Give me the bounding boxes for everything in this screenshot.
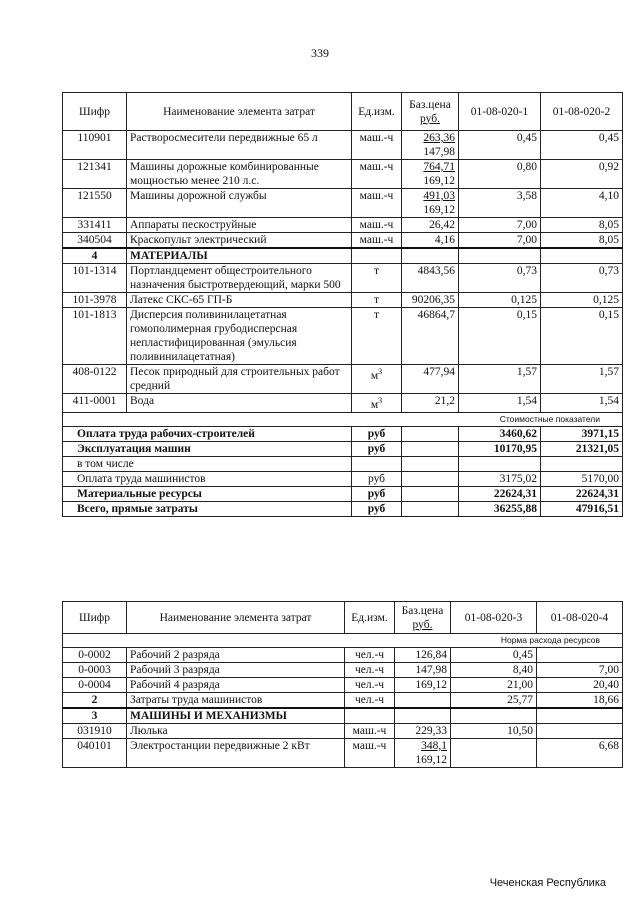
item-unit — [352, 189, 402, 218]
item-value-1: 1,57 — [459, 365, 541, 394]
unit-text: т — [373, 265, 380, 277]
summary-empty — [402, 441, 459, 456]
header-code: Шифр — [63, 93, 127, 131]
price-sub-value: 169,12 — [423, 204, 455, 216]
item-value-1: 0,125 — [459, 293, 541, 308]
summary-unit: руб — [352, 441, 402, 456]
item-value-2 — [537, 724, 623, 739]
item-code: 110901 — [63, 131, 127, 160]
item-code: 408-0122 — [63, 365, 127, 394]
summary-label: Всего, прямые затраты — [63, 501, 352, 516]
item-code: 031910 — [63, 724, 127, 739]
summary-row — [63, 501, 623, 516]
item-price — [402, 394, 459, 413]
item-price — [395, 724, 451, 739]
summary-label: Материальные ресурсы — [63, 486, 352, 501]
labor-value-1: 25,77 — [451, 693, 537, 709]
material-row — [63, 394, 623, 413]
unit-text: маш.-ч — [359, 234, 394, 246]
unit-text: чел.-ч — [354, 649, 385, 661]
resource-table-1 — [62, 92, 623, 517]
header-name: Наименование элемента затрат — [127, 93, 352, 131]
item-unit — [352, 131, 402, 160]
summary-unit — [352, 456, 402, 471]
item-value-1: 0,73 — [459, 264, 541, 293]
summary-value-2: 3971,15 — [541, 426, 623, 441]
item-name: Растворосмесители передвижные 65 л — [127, 131, 352, 160]
price-sub-value: 147,98 — [423, 146, 455, 158]
item-unit — [345, 678, 395, 693]
item-unit — [352, 233, 402, 249]
item-name: Краскопульт электрический — [127, 233, 352, 249]
item-value-1: 7,00 — [459, 233, 541, 249]
header-price — [395, 602, 451, 634]
item-price — [395, 648, 451, 663]
page-number: 339 — [311, 46, 329, 60]
summary-row — [63, 471, 623, 486]
item-value-2: 6,68 — [537, 739, 623, 768]
item-value-1: 21,00 — [451, 678, 537, 693]
material-row — [63, 308, 623, 365]
material-row — [63, 365, 623, 394]
summary-value-1: 22624,31 — [459, 486, 541, 501]
summary-unit: руб — [352, 486, 402, 501]
item-code: 121550 — [63, 189, 127, 218]
machine-row — [63, 233, 623, 249]
price-value: 348,1 — [421, 740, 447, 752]
summary-value-1: 3175,02 — [459, 471, 541, 486]
labor-name: Затраты труда машинистов — [127, 693, 345, 709]
item-code: 411-0001 — [63, 394, 127, 413]
header-unit: Ед.изм. — [345, 602, 395, 634]
unit-superscript: 3 — [378, 367, 383, 376]
item-price — [402, 218, 459, 233]
item-value-2: 0,125 — [541, 293, 623, 308]
item-code: 340504 — [63, 233, 127, 249]
summary-label: Оплата труда рабочих-строителей — [63, 426, 352, 441]
item-code: 101-3978 — [63, 293, 127, 308]
section-title: МАТЕРИАЛЫ — [127, 248, 352, 264]
price-value: 4843,56 — [417, 265, 455, 277]
item-price — [402, 160, 459, 189]
summary-empty — [402, 486, 459, 501]
summary-header: Стоимостные показатели — [63, 412, 623, 426]
item-code: 040101 — [63, 739, 127, 768]
item-value-2: 7,00 — [537, 663, 623, 678]
unit-text: маш.-ч — [352, 740, 387, 752]
machine-row — [63, 724, 623, 739]
price-value: 229,33 — [415, 725, 447, 737]
summary-empty — [402, 456, 459, 471]
unit-text: т — [373, 294, 380, 306]
item-code: 101-1813 — [63, 308, 127, 365]
item-unit — [345, 648, 395, 663]
price-sub-value: 169,12 — [415, 754, 447, 766]
unit-text: м — [370, 369, 379, 382]
unit-text: м — [370, 398, 379, 411]
worker-row — [63, 648, 623, 663]
price-value: 147,98 — [415, 664, 447, 676]
item-value-1: 10,50 — [451, 724, 537, 739]
summary-header-row — [63, 412, 623, 426]
labor-number: 2 — [63, 693, 127, 709]
item-unit — [345, 739, 395, 768]
item-code: 101-1314 — [63, 264, 127, 293]
summary-value-2: 21321,05 — [541, 441, 623, 456]
labor-value-2: 18,66 — [537, 693, 623, 709]
section-row — [63, 248, 623, 264]
summary-label: Эксплуатация машин — [63, 441, 352, 456]
item-name: Рабочий 2 разряда — [127, 648, 345, 663]
summary-value-1 — [459, 456, 541, 471]
item-code: 121341 — [63, 160, 127, 189]
worker-row — [63, 663, 623, 678]
footer-region: Чеченская Республика — [489, 877, 606, 889]
header-col2: 01-08-020-4 — [537, 602, 623, 634]
item-price — [395, 739, 451, 768]
item-name: Машины дорожные комбинированные мощностью менее 210 л.с. — [127, 160, 352, 189]
unit-text: т — [373, 309, 380, 321]
item-name: Машины дорожной службы — [127, 189, 352, 218]
resource-table-2 — [62, 601, 623, 768]
item-name: Песок природный для строительных работ средний — [127, 365, 352, 394]
item-name: Латекс СКС-65 ГП-Б — [127, 293, 352, 308]
item-price — [395, 678, 451, 693]
norm-header-row — [63, 634, 623, 648]
header-col1: 01-08-020-1 — [459, 93, 541, 131]
item-code: 331411 — [63, 218, 127, 233]
header-price-line1: Баз.цена — [401, 604, 444, 617]
unit-superscript: 3 — [378, 396, 383, 405]
price-value: 90206,35 — [411, 294, 455, 306]
item-value-2 — [537, 648, 623, 663]
item-unit — [352, 394, 402, 413]
item-value-2: 20,40 — [537, 678, 623, 693]
price-value: 477,94 — [423, 366, 455, 378]
item-value-2: 0,45 — [541, 131, 623, 160]
summary-value-2: 47916,51 — [541, 501, 623, 516]
section-number: 4 — [63, 248, 127, 264]
item-unit — [352, 264, 402, 293]
section-row — [63, 708, 623, 724]
item-name: Портландцемент общестроительного назначения быстротвердеющий, марки 500 — [127, 264, 352, 293]
price-value: 46864,7 — [417, 309, 455, 321]
summary-row — [63, 456, 623, 471]
item-price — [402, 308, 459, 365]
item-price — [402, 189, 459, 218]
unit-text: чел.-ч — [354, 664, 385, 676]
item-value-1: 0,45 — [451, 648, 537, 663]
table-header — [63, 93, 623, 131]
section-number: 3 — [63, 708, 127, 724]
item-value-1: 1,54 — [459, 394, 541, 413]
header-col1: 01-08-020-3 — [451, 602, 537, 634]
summary-label: в том числе — [63, 456, 352, 471]
item-price — [402, 293, 459, 308]
item-name: Рабочий 4 разряда — [127, 678, 345, 693]
item-code: 0-0004 — [63, 678, 127, 693]
price-value: 764,71 — [423, 161, 455, 173]
labor-row — [63, 693, 623, 709]
item-unit — [352, 218, 402, 233]
item-price — [402, 233, 459, 249]
price-value: 126,84 — [415, 649, 447, 661]
header-price-line2: руб. — [412, 618, 433, 631]
summary-row — [63, 441, 623, 456]
item-price — [402, 131, 459, 160]
header-name: Наименование элемента затрат — [127, 602, 345, 634]
price-value: 263,36 — [423, 132, 455, 144]
summary-empty — [402, 471, 459, 486]
item-value-2: 0,73 — [541, 264, 623, 293]
summary-empty — [402, 426, 459, 441]
item-price — [402, 264, 459, 293]
machine-row — [63, 218, 623, 233]
item-value-1 — [451, 739, 537, 768]
labor-unit: чел.-ч — [345, 693, 395, 709]
item-unit — [352, 293, 402, 308]
header-col2: 01-08-020-2 — [541, 93, 623, 131]
summary-empty — [402, 501, 459, 516]
summary-unit: руб — [352, 501, 402, 516]
item-value-1: 0,15 — [459, 308, 541, 365]
summary-label: Оплата труда машинистов — [63, 471, 352, 486]
item-value-2: 0,92 — [541, 160, 623, 189]
unit-text: маш.-ч — [359, 132, 394, 144]
unit-text: маш.-ч — [359, 219, 394, 231]
item-name: Электростанции передвижные 2 кВт — [127, 739, 345, 768]
price-sub-value: 169,12 — [423, 175, 455, 187]
item-value-2: 4,10 — [541, 189, 623, 218]
unit-text: маш.-ч — [352, 725, 387, 737]
table-header — [63, 602, 623, 634]
machine-row — [63, 189, 623, 218]
item-value-2: 1,57 — [541, 365, 623, 394]
item-name: Люлька — [127, 724, 345, 739]
summary-value-1: 10170,95 — [459, 441, 541, 456]
item-name: Дисперсия поливинилацетатная гомополимерная грубодисперсная непластифицированная (эмульсия поливинилацетатная) — [127, 308, 352, 365]
item-value-1: 7,00 — [459, 218, 541, 233]
header-price-line1: Баз.цена — [409, 98, 451, 111]
header-code: Шифр — [63, 602, 127, 634]
summary-row — [63, 426, 623, 441]
item-value-2: 8,05 — [541, 218, 623, 233]
header-unit: Ед.изм. — [352, 93, 402, 131]
material-row — [63, 264, 623, 293]
machine-row — [63, 131, 623, 160]
header-price-line2: руб. — [420, 112, 440, 125]
machine-row — [63, 160, 623, 189]
item-price — [395, 663, 451, 678]
worker-row — [63, 678, 623, 693]
price-value: 4,16 — [434, 234, 455, 246]
item-unit — [345, 724, 395, 739]
summary-row — [63, 486, 623, 501]
unit-text: чел.-ч — [354, 679, 385, 691]
summary-value-1: 3460,62 — [459, 426, 541, 441]
item-price — [402, 365, 459, 394]
item-value-1: 0,80 — [459, 160, 541, 189]
summary-value-2 — [541, 456, 623, 471]
item-name: Вода — [127, 394, 352, 413]
item-code: 0-0002 — [63, 648, 127, 663]
unit-text: маш.-ч — [359, 161, 394, 173]
item-value-1: 8,40 — [451, 663, 537, 678]
item-value-2: 8,05 — [541, 233, 623, 249]
section-title: МАШИНЫ И МЕХАНИЗМЫ — [127, 708, 345, 724]
price-value: 26,42 — [429, 219, 455, 231]
item-value-2: 0,15 — [541, 308, 623, 365]
item-code: 0-0003 — [63, 663, 127, 678]
summary-value-2: 22624,31 — [541, 486, 623, 501]
item-unit — [352, 308, 402, 365]
price-value: 21,2 — [434, 395, 455, 407]
item-unit — [352, 160, 402, 189]
item-value-1: 3,58 — [459, 189, 541, 218]
item-name: Рабочий 3 разряда — [127, 663, 345, 678]
summary-unit: руб — [352, 426, 402, 441]
item-value-2: 1,54 — [541, 394, 623, 413]
machine-row — [63, 739, 623, 768]
summary-value-1: 36255,88 — [459, 501, 541, 516]
item-name: Аппараты пескоструйные — [127, 218, 352, 233]
summary-value-2: 5170,00 — [541, 471, 623, 486]
norm-header: Норма расхода ресурсов — [63, 634, 623, 648]
item-unit — [352, 365, 402, 394]
item-unit — [345, 663, 395, 678]
summary-unit: руб — [352, 471, 402, 486]
unit-text: маш.-ч — [359, 190, 394, 202]
item-value-1: 0,45 — [459, 131, 541, 160]
price-value: 169,12 — [415, 679, 447, 691]
header-price — [402, 93, 459, 131]
material-row — [63, 293, 623, 308]
price-value: 491,03 — [423, 190, 455, 202]
